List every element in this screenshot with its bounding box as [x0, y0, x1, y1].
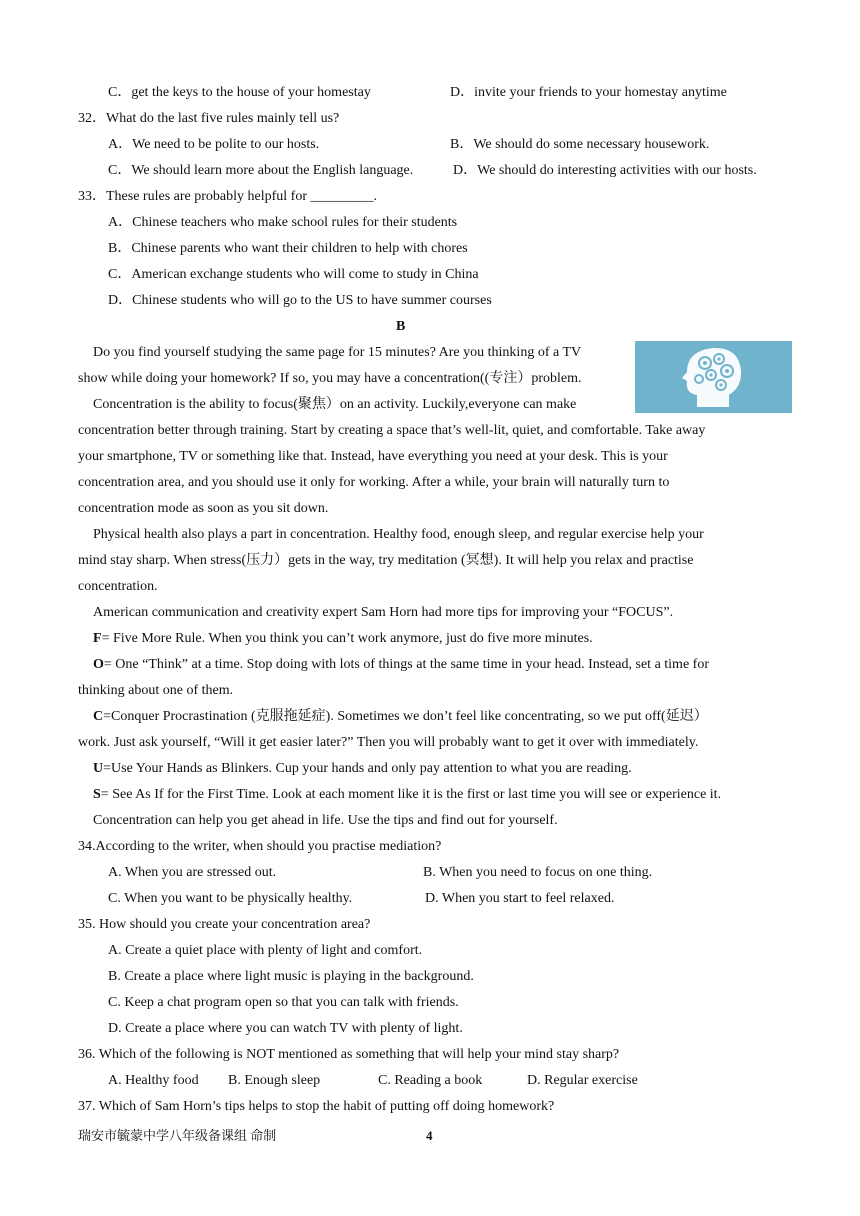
- q36-option-a: A. Healthy food: [108, 1073, 199, 1088]
- q31-option-c: C．get the keys to the house of your homestay: [108, 85, 371, 100]
- head-gears-icon: [635, 341, 792, 413]
- q33-option-a: A．Chinese teachers who make school rules for their students: [108, 215, 458, 230]
- tip-o-text: = One “Think” at a time. Stop doing with lots of things at the same time in your head. Instead, set a time for: [103, 657, 709, 672]
- tip-o: [93, 655, 709, 675]
- q35-option-b: B. Create a place where light music is playing in the background.: [108, 969, 474, 984]
- q34-question: 34.According to the writer, when should you practise mediation?: [78, 839, 442, 854]
- passage-p2-line4: concentration area, and you should use it only for working. After a while, your brain will naturally turn to: [78, 475, 670, 490]
- tip-f: [93, 629, 593, 649]
- q32-option-c: C．We should learn more about the English language.: [108, 163, 414, 178]
- passage-p3-line1: Physical health also plays a part in concentration. Healthy food, enough sleep, and regular exercise help your: [93, 527, 704, 542]
- q36-option-c: C. Reading a book: [378, 1073, 483, 1088]
- passage-p3-line3: concentration.: [78, 579, 158, 594]
- q34-option-b: B. When you need to focus on one thing.: [423, 865, 653, 880]
- head-gears-svg: [635, 341, 792, 413]
- passage-p1-line2: show while doing your homework? If so, you may have a concentration((专注）problem.: [78, 371, 582, 386]
- passage-p4-line1: American communication and creativity expert Sam Horn had more tips for improving your “FOCUS”.: [93, 605, 674, 620]
- tip-s-letter: S: [93, 787, 101, 802]
- q37-question: 37. Which of Sam Horn’s tips helps to stop the habit of putting off doing homework?: [78, 1099, 555, 1114]
- q32-option-a: A．We need to be polite to our hosts.: [108, 137, 320, 152]
- tip-c-letter: C: [93, 709, 104, 724]
- q32-question: 32．What do the last five rules mainly tell us?: [78, 111, 340, 126]
- q31-option-d: D．invite your friends to your homestay anytime: [450, 85, 727, 100]
- tip-s: [93, 785, 721, 805]
- tip-c-line2: work. Just ask yourself, “Will it get easier later?” Then you will probably want to get it over with immediately.: [78, 735, 699, 750]
- footer-school: 瑞安市毓蒙中学八年级备课组 命制: [78, 1128, 277, 1143]
- tip-f-text: = Five More Rule. When you think you can’t work anymore, just do five more minutes.: [101, 631, 593, 646]
- passage-p1-line1: Do you find yourself studying the same page for 15 minutes? Are you thinking of a TV: [93, 345, 582, 360]
- q34-option-d: D. When you start to feel relaxed.: [425, 891, 615, 906]
- passage-p3-line2: mind stay sharp. When stress(压力）gets in the way, try meditation (冥想). It will help you relax and practise: [78, 553, 694, 568]
- tip-s-text: = See As If for the First Time. Look at each moment like it is the first or last time you will see or experience it.: [100, 787, 722, 802]
- section-title: B: [396, 319, 406, 334]
- tip-o-letter: O: [93, 657, 104, 672]
- q33-option-b: B．Chinese parents who want their children to help with chores: [108, 241, 468, 256]
- q34-option-a: A. When you are stressed out.: [108, 865, 277, 880]
- tip-c: [93, 707, 708, 727]
- q35-option-c: C. Keep a chat program open so that you can talk with friends.: [108, 995, 459, 1010]
- q35-option-d: D. Create a place where you can watch TV with plenty of light.: [108, 1021, 463, 1036]
- q36-option-b: B. Enough sleep: [228, 1073, 321, 1088]
- q36-option-d: D. Regular exercise: [527, 1073, 638, 1088]
- passage-p2-line1: Concentration is the ability to focus(聚焦）on an activity. Luckily,everyone can make: [93, 397, 577, 412]
- passage-p2-line3: your smartphone, TV or something like that. Instead, have everything you need at your desk. This is your: [78, 449, 668, 464]
- q36-question: 36. Which of the following is NOT mentioned as something that will help your mind stay sharp?: [78, 1047, 620, 1062]
- page-number: 4: [426, 1128, 433, 1143]
- q34-option-c: C. When you want to be physically healthy.: [108, 891, 353, 906]
- q33-question: 33．These rules are probably helpful for _________.: [78, 189, 377, 204]
- passage-p2-line5: concentration mode as soon as you sit down.: [78, 501, 329, 516]
- tip-f-letter: F: [93, 631, 102, 646]
- tip-o-line2: thinking about one of them.: [78, 683, 234, 698]
- tip-u-letter: U: [93, 761, 104, 776]
- passage-closing: Concentration can help you get ahead in life. Use the tips and find out for yourself.: [93, 813, 558, 828]
- passage-p2-line2: concentration better through training. Start by creating a space that’s well-lit, quiet, and comfortable. Take away: [78, 423, 706, 438]
- tip-u-text: =Use Your Hands as Blinkers. Cup your hands and only pay attention to what you are reading.: [103, 761, 632, 776]
- tip-c-text: =Conquer Procrastination (克服拖延症). Sometimes we don’t feel like concentrating, so we put off(延迟）: [103, 709, 708, 724]
- q33-option-d: D．Chinese students who will go to the US to have summer courses: [108, 293, 492, 308]
- q33-option-c: C．American exchange students who will come to study in China: [108, 267, 479, 282]
- q35-question: 35. How should you create your concentration area?: [78, 917, 371, 932]
- q32-option-d: D．We should do interesting activities with our hosts.: [453, 163, 757, 178]
- q32-option-b: B．We should do some necessary housework.: [450, 137, 710, 152]
- tip-u: [93, 759, 632, 779]
- q35-option-a: A. Create a quiet place with plenty of light and comfort.: [108, 943, 423, 958]
